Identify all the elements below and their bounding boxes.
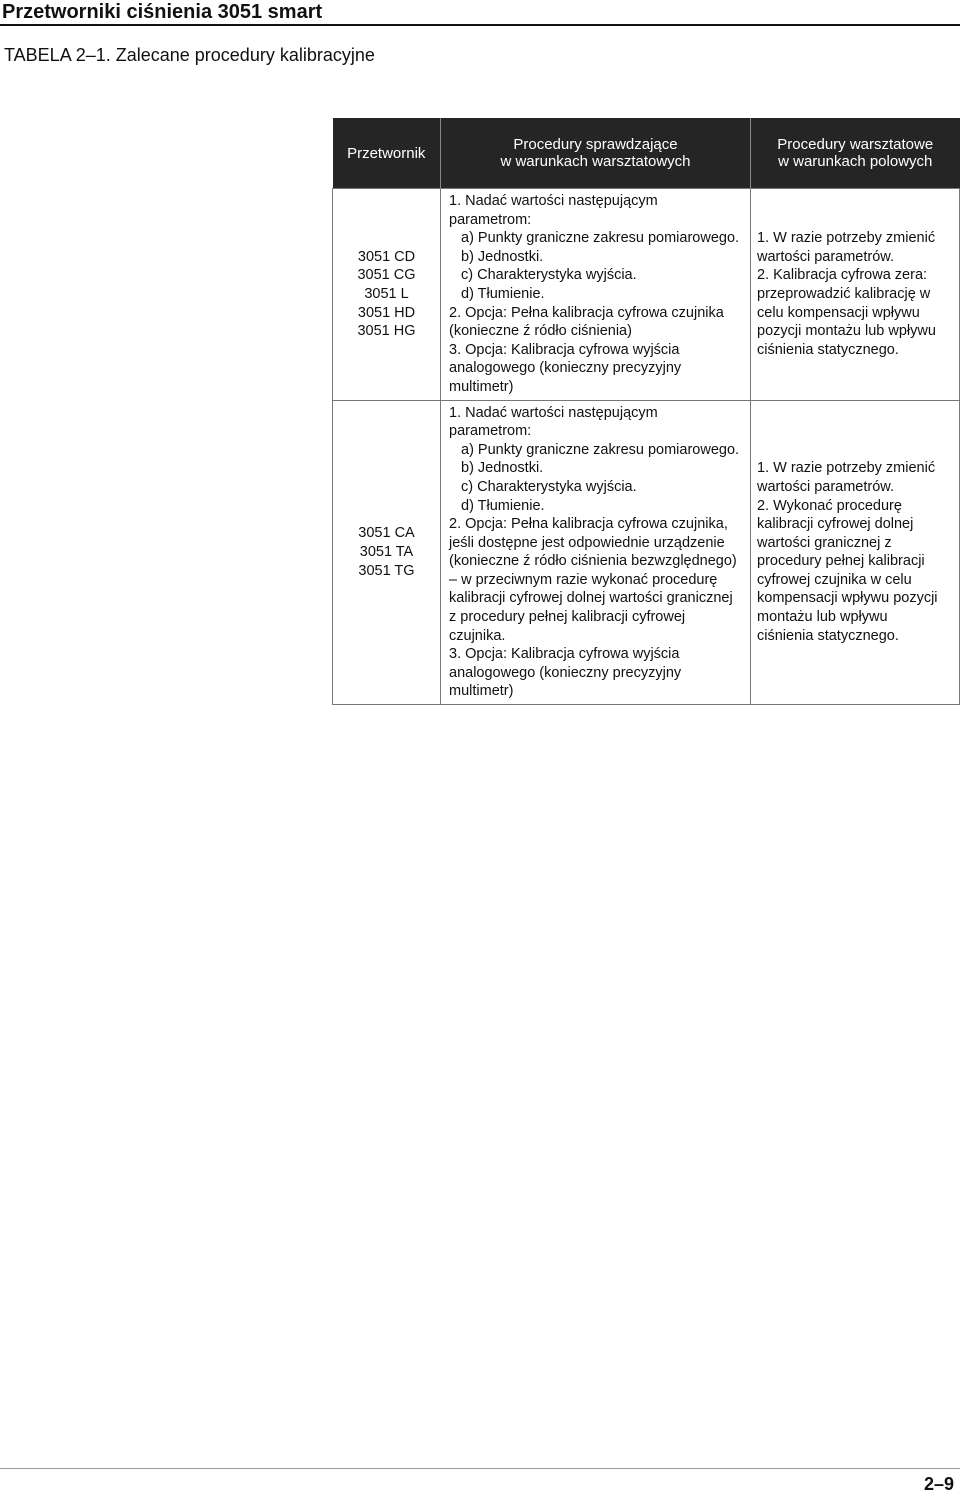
procedure-line: d) Tłumienie.: [461, 497, 545, 514]
model-label: 3051 L: [364, 285, 409, 302]
table-caption: TABELA 2–1. Zalecane procedury kalibracyjne: [4, 45, 375, 65]
title-divider: [0, 24, 960, 26]
procedure-line: 1. Nadać wartości następującym: [449, 193, 658, 209]
procedure-line: multimetr): [449, 378, 514, 395]
procedure-line: wartości parametrów.: [757, 248, 894, 265]
procedure-line: a) Punkty graniczne zakresu pomiarowego.: [461, 441, 740, 458]
procedure-line: (konieczne ź ródło ciśnienia bezwzględnego): [449, 553, 737, 570]
procedure-line: – w przeciwnym razie wykonać procedurę: [449, 571, 718, 588]
procedure-line: z procedury pełnej kalibracji cyfrowej: [449, 609, 686, 626]
procedure-line: 1. Nadać wartości następującym: [449, 404, 658, 421]
model-label: 3051 CG: [357, 267, 416, 284]
procedure-line: 1. W razie potrzeby zmienić: [757, 230, 936, 247]
page-title: Przetworniki ciśnienia 3051 smart: [2, 1, 323, 23]
procedure-line: 2. Kalibracja cyfrowa zera:: [757, 267, 928, 284]
table-row: [333, 400, 960, 705]
procedure-line: jeśli dostępne jest odpowiednie urządzenie: [449, 534, 725, 551]
model-label: 3051 HD: [357, 304, 416, 321]
procedure-line: 2. Opcja: Pełna kalibracja cyfrowa czujnika: [449, 304, 724, 321]
procedure-line: b) Jednostki.: [461, 248, 544, 265]
procedure-line: pozycji montażu lub wpływu: [757, 323, 936, 340]
procedure-line: 3. Opcja: Kalibracja cyfrowa wyjścia: [449, 646, 680, 663]
procedure-line: c) Charakterystyka wyjścia.: [461, 267, 637, 284]
header-workshop-line2: w warunkach warsztatowych: [500, 153, 691, 170]
procedure-line: procedury pełnej kalibracji: [757, 553, 925, 570]
procedure-line: ciśnienia statycznego.: [757, 627, 899, 644]
procedure-line: 3. Opcja: Kalibracja cyfrowa wyjścia: [449, 341, 680, 358]
procedure-line: czujnika.: [449, 627, 506, 644]
procedure-line: przeprowadzić kalibrację w: [757, 285, 931, 302]
header-model: [333, 118, 441, 189]
procedure-line: 2. Opcja: Pełna kalibracja cyfrowa czujnika,: [449, 516, 728, 533]
table-row: [333, 189, 960, 401]
footer-divider: [0, 1468, 960, 1469]
procedure-line: kalibracji cyfrowej dolnej wartości granicznej: [449, 590, 733, 607]
procedure-line: 2. Wykonać procedurę: [757, 497, 902, 514]
page-number: 2–9: [923, 1474, 954, 1494]
model-label: 3051 TA: [359, 543, 414, 560]
header-field-line2: w warunkach polowych: [778, 153, 933, 170]
model-label: 3051 CA: [358, 525, 415, 542]
procedure-line: d) Tłumienie.: [461, 285, 545, 302]
header-field-line1: Procedury warsztatowe: [777, 136, 934, 153]
workshop-procedure-cell: [441, 400, 751, 705]
procedure-line: b) Jednostki.: [461, 460, 544, 477]
header-model-label: Przetwornik: [347, 144, 426, 162]
model-cell: [333, 400, 441, 705]
field-procedure-cell: [751, 400, 960, 705]
procedure-line: parametrom:: [449, 211, 532, 228]
workshop-procedure-cell: [441, 189, 751, 401]
procedure-line: wartości granicznej z: [757, 534, 892, 551]
calibration-table: [332, 118, 960, 705]
header-workshop: [441, 118, 751, 189]
field-procedure-cell: [751, 189, 960, 401]
procedure-line: cyfrowej czujnika w celu: [757, 571, 912, 588]
procedure-line: analogowego (konieczny precyzyjny: [449, 360, 682, 377]
procedure-line: c) Charakterystyka wyjścia.: [461, 478, 637, 495]
header-workshop-line1: Procedury sprawdzające: [513, 136, 678, 153]
procedure-line: wartości parametrów.: [757, 478, 894, 495]
procedure-line: kalibracji cyfrowej dolnej: [757, 516, 914, 533]
model-label: 3051 TG: [358, 562, 415, 579]
model-label: 3051 CD: [357, 248, 416, 265]
header-field: [751, 118, 960, 189]
table-header-row: [333, 118, 960, 189]
procedure-line: multimetr): [449, 683, 514, 700]
procedure-line: (konieczne ź ródło ciśnienia): [449, 323, 632, 340]
model-label: 3051 HG: [357, 323, 416, 340]
procedure-line: ciśnienia statycznego.: [757, 341, 899, 358]
procedure-line: a) Punkty graniczne zakresu pomiarowego.: [461, 230, 740, 247]
procedure-line: kompensacji wpływu pozycji: [757, 590, 938, 607]
procedure-line: parametrom:: [449, 423, 532, 440]
procedure-line: 1. W razie potrzeby zmienić: [757, 460, 936, 477]
model-cell: [333, 189, 441, 401]
procedure-line: montażu lub wpływu: [757, 609, 888, 626]
procedure-line: celu kompensacji wpływu: [757, 304, 920, 321]
procedure-line: analogowego (konieczny precyzyjny: [449, 664, 682, 681]
